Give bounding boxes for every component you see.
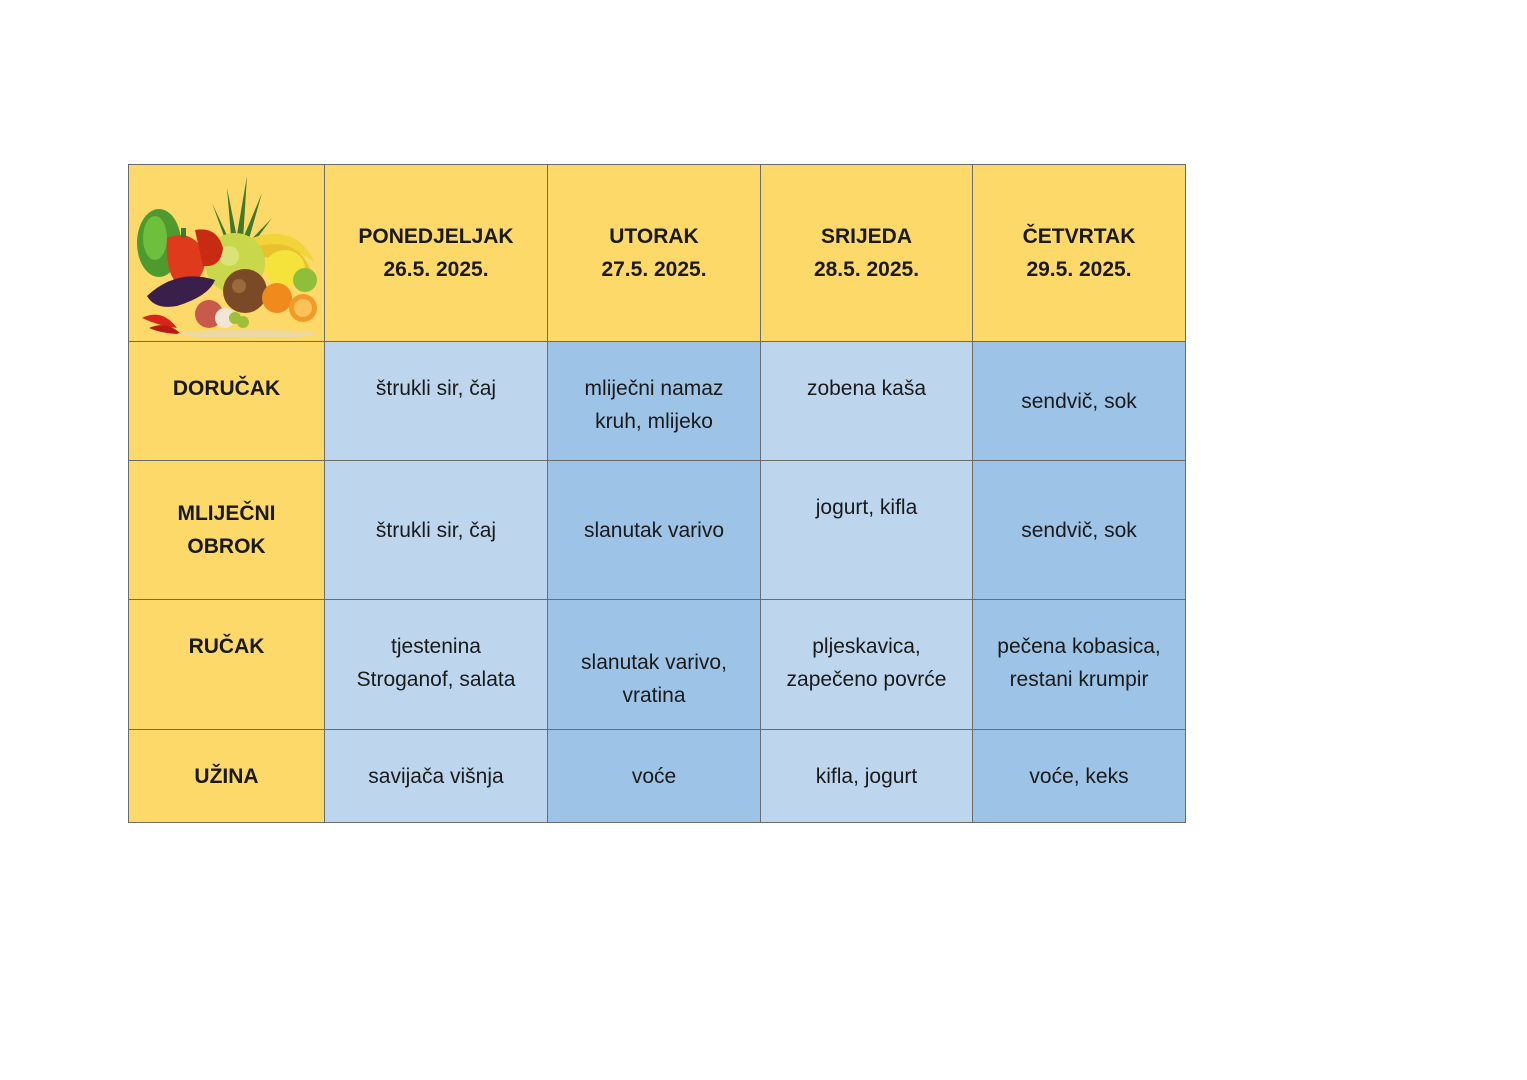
- menu-cell: [325, 730, 548, 823]
- menu-item-text: Stroganof, salata: [356, 668, 516, 691]
- day-date: 28.5. 2025.: [813, 258, 920, 281]
- menu-item-text: slanutak varivo,: [581, 651, 727, 674]
- meal-label-text: RUČAK: [188, 635, 265, 658]
- meal-label-lunch: [129, 600, 325, 730]
- menu-cell: [761, 600, 973, 730]
- meal-row-breakfast: [129, 342, 1186, 461]
- menu-cell: [761, 342, 973, 461]
- menu-item-text: sendvič, sok: [1021, 389, 1137, 413]
- day-name: ČETVRTAK: [1022, 225, 1136, 248]
- day-header-monday: [325, 165, 548, 342]
- menu-item-text: restani krumpir: [1009, 668, 1149, 691]
- menu-cell: [325, 461, 548, 600]
- menu-item-text: vratina: [622, 684, 686, 707]
- meal-label-text: UŽINA: [194, 764, 259, 788]
- meal-row-lunch: [129, 600, 1186, 730]
- day-name: UTORAK: [609, 225, 699, 248]
- menu-cell: [973, 461, 1186, 600]
- day-header-tuesday: [548, 165, 761, 342]
- day-date: 29.5. 2025.: [1026, 258, 1132, 281]
- day-header-thursday: [973, 165, 1186, 342]
- menu-cell: [325, 342, 548, 461]
- menu-cell: [973, 342, 1186, 461]
- menu-cell: [548, 342, 761, 461]
- menu-item-text: jogurt, kifla: [815, 496, 918, 519]
- menu-item-text: slanutak varivo: [583, 518, 725, 542]
- menu-cell: [973, 600, 1186, 730]
- menu-item-text: savijača višnja: [368, 764, 504, 788]
- meal-row-snack: [129, 730, 1186, 823]
- menu-cell: [548, 730, 761, 823]
- day-name: PONEDJELJAK: [358, 225, 514, 248]
- menu-item-text: voće: [631, 764, 677, 788]
- day-date: 27.5. 2025.: [601, 258, 707, 281]
- day-date: 26.5. 2025.: [383, 258, 489, 281]
- meal-label-text: OBROK: [187, 535, 266, 558]
- menu-item-text: zobena kaša: [806, 377, 927, 400]
- meal-label-breakfast: [129, 342, 325, 461]
- menu-item-text: pljeskavica,: [812, 635, 921, 658]
- menu-item-text: zapečeno povrće: [786, 668, 947, 691]
- menu-item-text: mliječni namaz: [584, 377, 724, 400]
- fruit-vegetables-image: [137, 168, 317, 338]
- menu-item-text: štrukli sir, čaj: [375, 518, 497, 542]
- menu-cell: [548, 461, 761, 600]
- menu-item-text: sendvič, sok: [1021, 518, 1137, 542]
- meal-label-milk-meal: [129, 461, 325, 600]
- menu-item-text: štrukli sir, čaj: [375, 377, 497, 400]
- day-name: SRIJEDA: [820, 225, 913, 248]
- menu-item-text: kifla, jogurt: [815, 764, 918, 788]
- menu-item-text: pečena kobasica,: [997, 635, 1161, 658]
- menu-cell: [325, 600, 548, 730]
- menu-cell: [973, 730, 1186, 823]
- meal-row-milk-meal: [129, 461, 1186, 600]
- menu-item-text: tjestenina: [391, 635, 481, 658]
- day-header-wednesday: [761, 165, 973, 342]
- meal-label-snack: [129, 730, 325, 823]
- menu-item-text: voće, keks: [1029, 764, 1129, 788]
- header-row: [129, 165, 1186, 342]
- menu-item-text: kruh, mlijeko: [595, 410, 713, 433]
- weekly-meal-menu-table: [128, 164, 1186, 823]
- corner-image-cell: [129, 165, 325, 342]
- menu-cell: [761, 461, 973, 600]
- meal-label-text: DORUČAK: [172, 377, 281, 400]
- menu-cell: [548, 600, 761, 730]
- menu-cell: [761, 730, 973, 823]
- meal-label-text: MLIJEČNI: [177, 502, 276, 525]
